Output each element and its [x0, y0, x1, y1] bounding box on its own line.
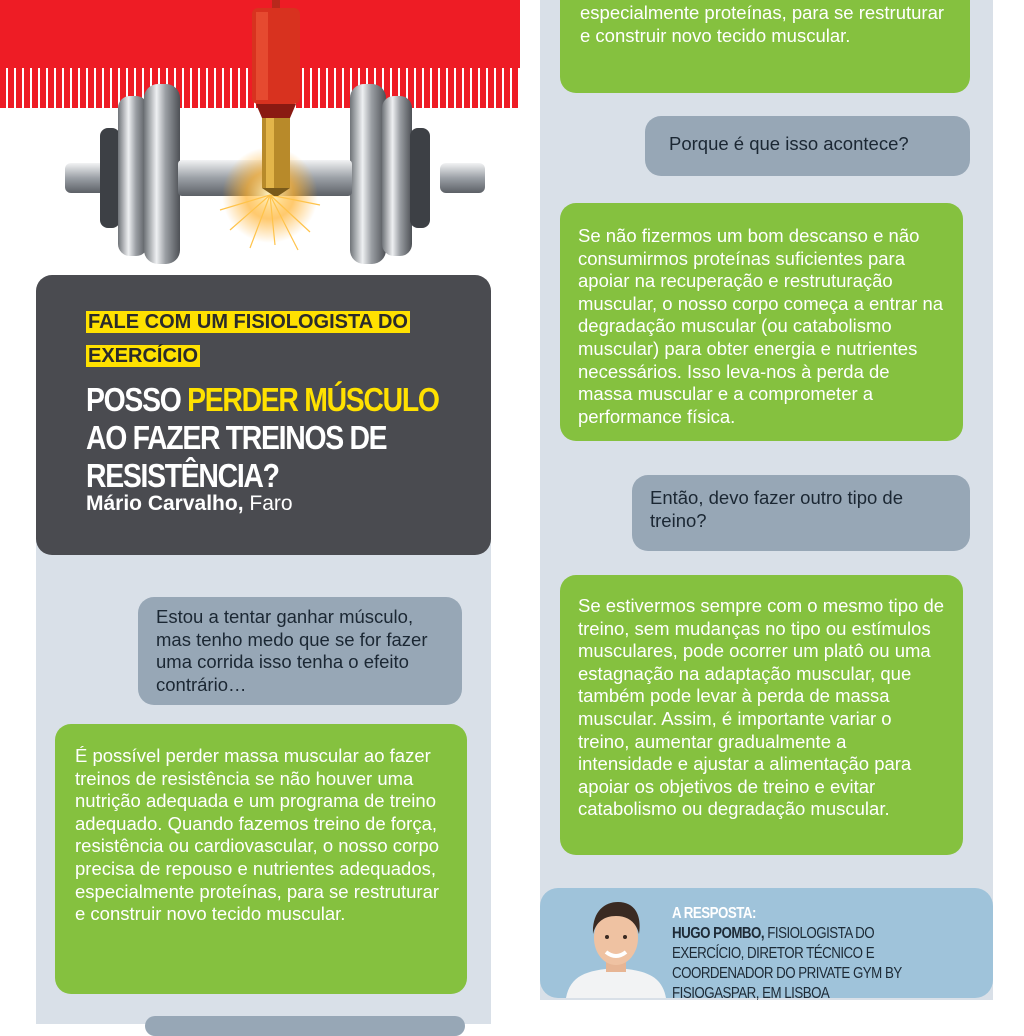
chat-bubble-answer-1: É possível perder massa muscular ao fazer treinos de resistência se não houver uma nutrição adequada e um programa de treino adequado. Quando fazemos treino de força, resistência ou cardiovascular, o nosso corpo precisa de repouso e nutrientes adequados, especialmente proteínas, para se restruturar e construir novo tecido muscular. — [55, 724, 467, 994]
headline-accent: PERDER MÚSCULO — [187, 381, 439, 418]
answer-label: A RESPOSTA: — [672, 905, 756, 922]
section-tag: FALE COM UM FISIOLOGISTA DO EXERCÍCIO — [88, 311, 408, 367]
question-bubble — [36, 275, 491, 555]
chat-bubble-answer-3: Se estivermos sempre com o mesmo tipo de treino, sem mudanças no tipo ou estímulos musculares, pode ocorrer um platô ou uma estagnação na adaptação muscular, que também pode levar à perda de massa muscular. Assim, é importante variar o treino, aumentar gradualmente a intensidade e ajustar a alimentação para apoiar os objetivos de treino e evitar catabolismo ou degradação muscular. — [560, 575, 963, 855]
chat-bubble-question-2: Porque é que isso acontece? — [645, 116, 970, 176]
chat-bubble-answer-2: Se não fizermos um bom descanso e não consumirmos proteínas suficientes para apoiar na recuperação e restruturação muscular, o nosso corpo começa a entrar na degradação muscular (ou catabolismo muscular) para obter energia e nutrientes necessários. Isso leva-nos à perda de massa muscular e a comprometer a performance física. — [560, 203, 963, 441]
expert-name: HUGO POMBO, — [672, 925, 765, 942]
answer-author-text — [672, 904, 947, 1004]
question-card — [36, 275, 491, 555]
expert-role: FISIOLOGISTA DO EXERCÍCIO, DIRETOR TÉCNICO E COORDENADOR DO PRIVATE GYM BY FISIOGASPAR, EM LISBOA — [672, 925, 902, 1002]
question-author — [86, 493, 467, 516]
chat-bubble-next-partial — [145, 1016, 465, 1036]
expert-portrait — [562, 894, 670, 998]
chat-bubble-question-1: Estou a tentar ganhar músculo, mas tenho medo que se for fazer uma corrida isso tenha o efeito contrário… — [138, 597, 462, 705]
question-headline: POSSO PERDER MÚSCULO AO FAZER TREINOS DE RESISTÊNCIA? — [86, 381, 439, 494]
author-city: Faro — [249, 492, 293, 515]
chat-bubble-answer-1-continued: especialmente proteínas, para se restruturar e construir novo tecido muscular. — [560, 0, 970, 93]
dumbbell-torch-illustration — [60, 0, 490, 270]
chat-bubble-question-3: Então, devo fazer outro tipo de treino? — [632, 475, 970, 551]
author-name: Mário Carvalho, — [86, 492, 244, 515]
